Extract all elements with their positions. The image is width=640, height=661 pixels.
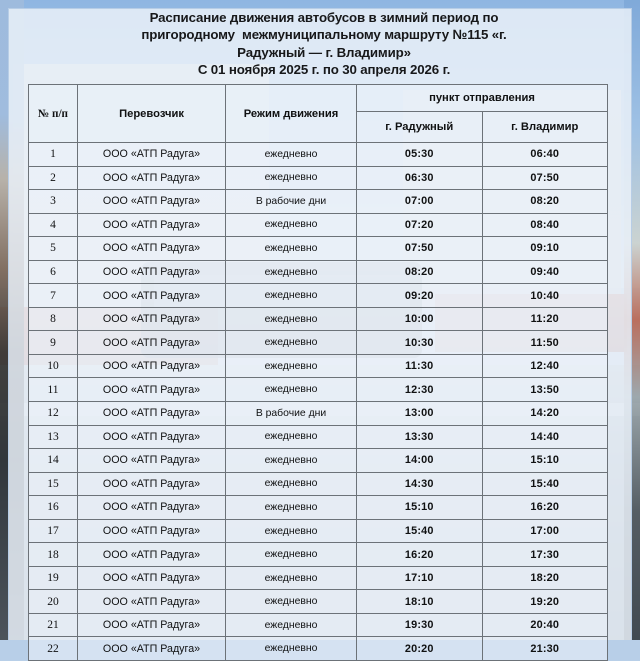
cell-carrier: ООО «АТП Радуга»	[78, 496, 226, 520]
table-row	[29, 590, 608, 614]
cell-carrier: ООО «АТП Радуга»	[78, 307, 226, 331]
cell-departure-raduzhny: 18:10	[357, 590, 483, 614]
cell-departure-vladimir: 21:30	[482, 637, 608, 661]
cell-mode: ежедневно	[226, 472, 357, 496]
cell-departure-vladimir: 09:40	[482, 260, 608, 284]
cell-number: 19	[29, 566, 78, 590]
cell-departure-raduzhny: 07:00	[357, 190, 483, 214]
title-line-2: пригородному межмуниципальному маршруту №115 «г.	[141, 27, 507, 43]
cell-number: 16	[29, 496, 78, 520]
cell-departure-vladimir: 10:40	[482, 284, 608, 308]
cell-carrier: ООО «АТП Радуга»	[78, 190, 226, 214]
cell-carrier: ООО «АТП Радуга»	[78, 213, 226, 237]
bus-schedule-table	[28, 84, 608, 661]
cell-mode: ежедневно	[226, 331, 357, 355]
table-row	[29, 166, 608, 190]
cell-number: 13	[29, 425, 78, 449]
table-row	[29, 543, 608, 567]
cell-mode: ежедневно	[226, 637, 357, 661]
cell-departure-vladimir: 11:20	[482, 307, 608, 331]
table-row	[29, 519, 608, 543]
cell-carrier: ООО «АТП Радуга»	[78, 637, 226, 661]
table-row	[29, 354, 608, 378]
cell-departure-vladimir: 08:40	[482, 213, 608, 237]
cell-departure-vladimir: 07:50	[482, 166, 608, 190]
cell-departure-raduzhny: 13:30	[357, 425, 483, 449]
table-row	[29, 425, 608, 449]
cell-departure-raduzhny: 11:30	[357, 354, 483, 378]
cell-number: 10	[29, 354, 78, 378]
table-row	[29, 307, 608, 331]
cell-mode: ежедневно	[226, 284, 357, 308]
cell-carrier: ООО «АТП Радуга»	[78, 284, 226, 308]
cell-carrier: ООО «АТП Радуга»	[78, 331, 226, 355]
cell-departure-vladimir: 13:50	[482, 378, 608, 402]
cell-carrier: ООО «АТП Радуга»	[78, 543, 226, 567]
table-row	[29, 449, 608, 473]
cell-departure-raduzhny: 13:00	[357, 402, 483, 426]
table-header	[29, 85, 608, 143]
cell-carrier: ООО «АТП Радуга»	[78, 402, 226, 426]
cell-carrier: ООО «АТП Радуга»	[78, 143, 226, 167]
cell-mode: ежедневно	[226, 143, 357, 167]
title-line-4: С 01 ноября 2025 г. по 30 апреля 2026 г.	[197, 61, 451, 77]
cell-mode: ежедневно	[226, 307, 357, 331]
table-row	[29, 284, 608, 308]
title-line-3: Радужный — г. Владимир»	[237, 44, 411, 60]
cell-carrier: ООО «АТП Радуга»	[78, 472, 226, 496]
cell-carrier: ООО «АТП Радуга»	[78, 378, 226, 402]
column-header-carrier: Перевозчик	[78, 85, 226, 143]
cell-carrier: ООО «АТП Радуга»	[78, 590, 226, 614]
cell-mode: ежедневно	[226, 449, 357, 473]
cell-departure-raduzhny: 10:00	[357, 307, 483, 331]
cell-mode: ежедневно	[226, 566, 357, 590]
table-row	[29, 190, 608, 214]
cell-departure-vladimir: 16:20	[482, 496, 608, 520]
cell-number: 8	[29, 307, 78, 331]
cell-carrier: ООО «АТП Радуга»	[78, 237, 226, 261]
cell-departure-raduzhny: 08:20	[357, 260, 483, 284]
cell-mode: В рабочие дни	[226, 190, 357, 214]
cell-departure-vladimir: 12:40	[482, 354, 608, 378]
cell-departure-raduzhny: 14:00	[357, 449, 483, 473]
cell-number: 11	[29, 378, 78, 402]
cell-mode: ежедневно	[226, 378, 357, 402]
cell-number: 5	[29, 237, 78, 261]
table-header-row-1	[29, 85, 608, 112]
cell-departure-raduzhny: 20:20	[357, 637, 483, 661]
cell-mode: ежедневно	[226, 354, 357, 378]
cell-departure-raduzhny: 19:30	[357, 613, 483, 637]
table-row	[29, 237, 608, 261]
cell-carrier: ООО «АТП Радуга»	[78, 425, 226, 449]
cell-number: 21	[29, 613, 78, 637]
cell-number: 1	[29, 143, 78, 167]
column-header-departure-vladimir: г. Владимир	[482, 112, 608, 143]
column-header-number: № п/п	[29, 85, 78, 143]
cell-departure-vladimir: 09:10	[482, 237, 608, 261]
cell-departure-vladimir: 06:40	[482, 143, 608, 167]
cell-mode: ежедневно	[226, 260, 357, 284]
table-row	[29, 472, 608, 496]
cell-carrier: ООО «АТП Радуга»	[78, 166, 226, 190]
cell-carrier: ООО «АТП Радуга»	[78, 613, 226, 637]
cell-departure-raduzhny: 15:10	[357, 496, 483, 520]
cell-departure-raduzhny: 09:20	[357, 284, 483, 308]
table-row	[29, 260, 608, 284]
cell-mode: В рабочие дни	[226, 402, 357, 426]
cell-departure-vladimir: 14:40	[482, 425, 608, 449]
column-header-departure-point: пункт отправления	[357, 85, 608, 112]
cell-mode: ежедневно	[226, 425, 357, 449]
column-header-mode: Режим движения	[226, 85, 357, 143]
cell-departure-vladimir: 15:10	[482, 449, 608, 473]
cell-number: 22	[29, 637, 78, 661]
table-row	[29, 496, 608, 520]
cell-departure-raduzhny: 15:40	[357, 519, 483, 543]
table-row	[29, 331, 608, 355]
cell-number: 12	[29, 402, 78, 426]
cell-number: 15	[29, 472, 78, 496]
cell-number: 7	[29, 284, 78, 308]
cell-departure-vladimir: 14:20	[482, 402, 608, 426]
table-row	[29, 613, 608, 637]
cell-carrier: ООО «АТП Радуга»	[78, 260, 226, 284]
cell-departure-raduzhny: 14:30	[357, 472, 483, 496]
cell-mode: ежедневно	[226, 237, 357, 261]
cell-departure-raduzhny: 05:30	[357, 143, 483, 167]
cell-departure-vladimir: 18:20	[482, 566, 608, 590]
cell-number: 9	[29, 331, 78, 355]
cell-carrier: ООО «АТП Радуга»	[78, 566, 226, 590]
cell-mode: ежедневно	[226, 496, 357, 520]
cell-carrier: ООО «АТП Радуга»	[78, 354, 226, 378]
cell-mode: ежедневно	[226, 543, 357, 567]
cell-departure-vladimir: 11:50	[482, 331, 608, 355]
cell-mode: ежедневно	[226, 166, 357, 190]
cell-number: 14	[29, 449, 78, 473]
cell-carrier: ООО «АТП Радуга»	[78, 519, 226, 543]
column-header-departure-raduzhny: г. Радужный	[357, 112, 483, 143]
cell-departure-raduzhny: 07:20	[357, 213, 483, 237]
cell-number: 3	[29, 190, 78, 214]
cell-departure-vladimir: 17:00	[482, 519, 608, 543]
cell-mode: ежедневно	[226, 519, 357, 543]
cell-mode: ежедневно	[226, 613, 357, 637]
table-row	[29, 143, 608, 167]
cell-departure-raduzhny: 06:30	[357, 166, 483, 190]
cell-mode: ежедневно	[226, 213, 357, 237]
cell-departure-vladimir: 17:30	[482, 543, 608, 567]
cell-number: 2	[29, 166, 78, 190]
cell-departure-vladimir: 19:20	[482, 590, 608, 614]
table-body	[29, 143, 608, 661]
cell-number: 4	[29, 213, 78, 237]
cell-departure-raduzhny: 16:20	[357, 543, 483, 567]
cell-departure-raduzhny: 07:50	[357, 237, 483, 261]
cell-mode: ежедневно	[226, 590, 357, 614]
cell-number: 20	[29, 590, 78, 614]
cell-number: 17	[29, 519, 78, 543]
table-row	[29, 566, 608, 590]
cell-departure-raduzhny: 12:30	[357, 378, 483, 402]
title-line-1: Расписание движения автобусов в зимний период по	[149, 10, 499, 25]
cell-departure-vladimir: 15:40	[482, 472, 608, 496]
table-row	[29, 213, 608, 237]
cell-carrier: ООО «АТП Радуга»	[78, 449, 226, 473]
table-row	[29, 402, 608, 426]
cell-number: 6	[29, 260, 78, 284]
table-row	[29, 378, 608, 402]
cell-departure-raduzhny: 17:10	[357, 566, 483, 590]
table-row	[29, 637, 608, 661]
slide-title	[22, 9, 626, 78]
cell-number: 18	[29, 543, 78, 567]
cell-departure-vladimir: 08:20	[482, 190, 608, 214]
cell-departure-vladimir: 20:40	[482, 613, 608, 637]
cell-departure-raduzhny: 10:30	[357, 331, 483, 355]
